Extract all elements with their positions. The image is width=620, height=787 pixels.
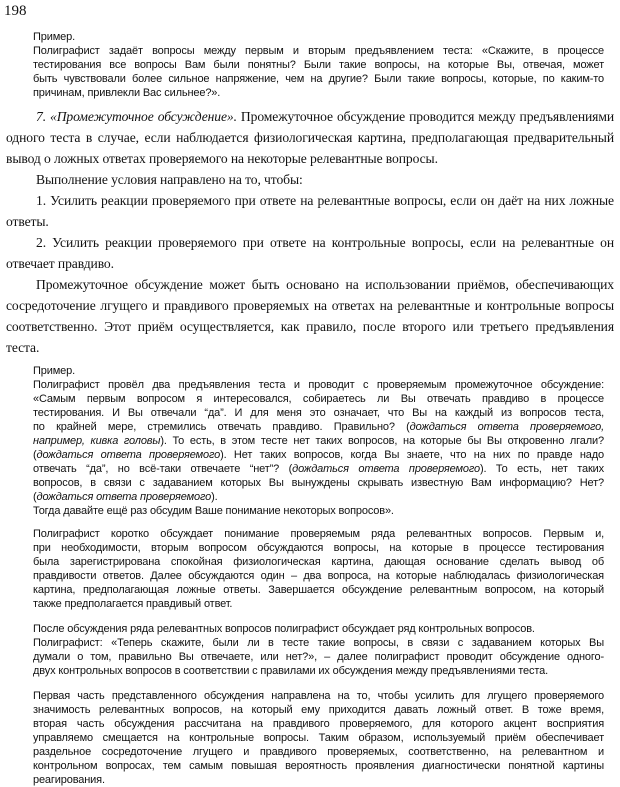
text-segment: значимость релевантных вопросов, на который ему приходится давать ложный ответ. В тоже время, <box>33 704 604 716</box>
text-segment: вторая часть обсуждения рассчитана на правдивого проверяемого, для которого акцент восприятия <box>33 718 604 730</box>
text-line <box>33 650 604 664</box>
text-line <box>33 689 604 703</box>
italic-text: 7. «Промежуточное обсуждение». <box>36 109 237 124</box>
text-line <box>33 72 604 86</box>
text-segment: правдивости ответов. Далее обсуждаются один – два вопроса, на которые наблюдалась физиологическая <box>33 570 604 582</box>
text-line <box>33 434 604 448</box>
example-block-1 <box>33 30 604 100</box>
paragraph <box>6 190 614 232</box>
text-line <box>6 211 614 232</box>
text-segment: 2. Усилить реакции проверяемого при ответе на контрольные вопросы, если на релевантные он <box>36 235 614 250</box>
text-line <box>33 759 604 773</box>
text-line <box>33 527 604 541</box>
text-line <box>6 106 614 127</box>
control-questions-paragraph <box>33 622 604 678</box>
page-number: 198 <box>4 3 27 19</box>
text-line <box>33 622 604 636</box>
text-line <box>6 316 614 358</box>
text-segment: «Самым первым вопросом я интересовался, собираетесь ли Вы отвечать правдиво в процессе <box>33 393 604 405</box>
text-line <box>33 664 604 678</box>
text-segment: Первая часть представленного обсуждения направлена на то, чтобы усилить для лгущего проверяемого <box>33 690 604 702</box>
text-segment: ( <box>33 449 37 461</box>
text-line <box>33 703 604 717</box>
text-line <box>33 555 604 569</box>
text-line <box>33 490 604 504</box>
text-segment: также предполагается правдивый ответ. <box>33 598 233 610</box>
text-segment: вопросов, в связи с задаванием которых Вы вынуждены скрывать известную Вам информацию? Нет? <box>33 477 604 489</box>
text-line <box>33 583 604 597</box>
text-segment: Промежуточное обсуждение может быть основано на использовании приёмов, обеспечивающих <box>36 277 614 292</box>
paragraph <box>6 106 614 169</box>
text-line <box>6 295 614 316</box>
text-line <box>6 169 614 190</box>
text-line <box>6 274 614 295</box>
text-line <box>33 86 604 100</box>
text-line <box>33 30 604 44</box>
paragraph <box>33 636 604 678</box>
text-line <box>33 44 604 58</box>
paragraph <box>33 622 604 636</box>
text-line <box>33 448 604 462</box>
text-segment: ответы. <box>6 214 49 229</box>
paragraph <box>6 169 614 190</box>
text-segment: 1. Усилить реакции проверяемого при ответе на релевантные вопросы, если он даёт на них ложные <box>36 193 614 208</box>
text-segment: быть чувствовали более сильное напряжение, чем на другие? Были такие вопросы, которые, по каким-то <box>33 73 604 85</box>
text-segment: тестирования все вопросы Вам были понятны? Были такие вопросы, на которые Вы, отвечая, может <box>33 59 604 71</box>
text-segment: ). <box>211 491 218 503</box>
text-segment: ). Нет таких вопросов, когда Вы знаете, что на них по правде надо <box>220 449 604 461</box>
section-7-intermediate-discussion <box>6 106 614 358</box>
paragraph <box>33 44 604 100</box>
text-segment: была зарегистрирована спокойная физиологическая картина, дающая основание сделать вывод об <box>33 556 604 568</box>
text-segment: двух контрольных вопросов в соответствии с правилами их обсуждения между предъявлениями теста. <box>33 665 548 677</box>
text-segment: отвечает правдиво. <box>6 256 114 271</box>
italic-text: дождаться ответа проверяемого, <box>409 421 604 433</box>
text-line <box>33 541 604 555</box>
example-block-2 <box>33 364 604 518</box>
text-segment: После обсуждения ряда релевантных вопросов полиграфист обсуждает ряд контрольных вопросов. <box>33 623 535 635</box>
italic-text: например, кивка головы <box>33 435 161 447</box>
text-line <box>6 148 614 169</box>
text-segment: раздельное сосредоточение лгущего и правдивого проверяемых, соответственно, на релевантном и <box>33 746 604 758</box>
text-segment: картина, предполагающая ложные ответы. Завершается обсуждение релевантным вопросом, на который <box>33 584 604 596</box>
text-segment: Пример. <box>33 31 75 43</box>
paragraph <box>6 274 614 358</box>
text-segment: соответственно. Этот приём осуществляется, как правило, после второго или третьего предъявления теста. <box>6 319 614 355</box>
text-line <box>33 597 604 611</box>
paragraph <box>33 689 604 787</box>
text-segment: сосредоточение лгущего и правдивого проверяемых на ответах на релевантные и контрольные вопросы <box>6 298 614 313</box>
text-segment: ( <box>33 491 37 503</box>
text-line <box>33 420 604 434</box>
paragraph <box>33 30 604 44</box>
text-segment: Выполнение условия направлено на то, чтобы: <box>36 172 303 187</box>
text-segment: реагирования. <box>33 774 105 786</box>
text-segment: ). То есть, в этом тесте нет таких вопросов, на которые бы Вы откровенно лгали? <box>160 435 604 447</box>
text-line <box>33 58 604 72</box>
paragraph <box>33 504 604 518</box>
text-line <box>33 476 604 490</box>
text-segment: Полиграфист коротко обсуждает понимание проверяемым ряда релевантных вопросов. Первым и, <box>33 528 604 540</box>
text-segment: ). То есть, нет таких <box>479 463 604 475</box>
text-segment: вывод о ложных ответах проверяемого на некоторые релевантные вопросы. <box>6 151 438 166</box>
text-segment: при необходимости, вторым вопросом обсуждаются вопросы, на которые в процессе тестирования <box>33 542 604 554</box>
text-segment: управляемо смещается на контрольные вопросы. Таким образом, используемый приём обеспечивает <box>33 732 604 744</box>
paragraph <box>6 232 614 274</box>
text-line <box>33 636 604 650</box>
text-segment: контрольном вопросах, тем самым повышая вероятность проявления диагностически понятной картины <box>33 760 604 772</box>
italic-text: дождаться ответа проверяемого <box>292 463 480 475</box>
paragraph <box>33 364 604 378</box>
italic-text: дождаться ответа проверяемого <box>36 449 221 461</box>
text-line <box>6 253 614 274</box>
text-line <box>33 462 604 476</box>
text-segment: Полиграфист: «Теперь скажите, были ли в тесте такие вопросы, в связи с задаванием которых Вы <box>33 637 604 649</box>
text-segment: Полиграфист задаёт вопросы между первым и вторым предъявлением теста: «Скажите, в процессе <box>33 45 604 57</box>
text-line <box>6 232 614 253</box>
paragraph <box>33 527 604 611</box>
text-segment: отвечать “да”, но всё-таки отвечаете “нет”? ( <box>33 463 293 475</box>
text-line <box>33 406 604 420</box>
text-segment: Тогда давайте ещё раз обсудим Ваше понимание некоторых вопросов». <box>33 505 394 517</box>
italic-text: дождаться ответа проверяемого <box>36 491 212 503</box>
relevant-questions-paragraph <box>33 527 604 611</box>
text-segment: одного теста в случае, если наблюдается физиологическая картина, предполагающая предварительный <box>6 130 614 145</box>
text-segment: Полиграфист провёл два предъявления теста и проводит с проверяемым промежуточное обсуждение: <box>33 379 604 391</box>
text-line <box>33 745 604 759</box>
text-segment: Пример. <box>33 365 75 377</box>
conclusion-paragraph <box>33 689 604 787</box>
text-segment: Промежуточное обсуждение проводится между предъявлениями <box>236 109 615 124</box>
text-line <box>33 731 604 745</box>
text-line <box>33 392 604 406</box>
text-segment: тестирования. И Вы отвечали “да”. И для меня это означает, что Вы на каждый из вопросов теста, <box>33 407 604 419</box>
text-line <box>33 504 604 518</box>
text-line <box>33 378 604 392</box>
text-segment: причинам, привлекли Вас сильнее?». <box>33 87 221 99</box>
text-line <box>33 717 604 731</box>
text-line <box>33 773 604 787</box>
text-line <box>33 569 604 583</box>
text-line <box>6 127 614 148</box>
text-segment: думали о том, правильно Вы отвечаете, или нет?», – далее полиграфист проводит обсуждение одного- <box>33 651 604 663</box>
paragraph <box>33 378 604 504</box>
text-line <box>33 364 604 378</box>
text-line <box>6 190 614 211</box>
text-segment: по крайней мере, стремились отвечать правдиво. Правильно? ( <box>33 421 410 433</box>
